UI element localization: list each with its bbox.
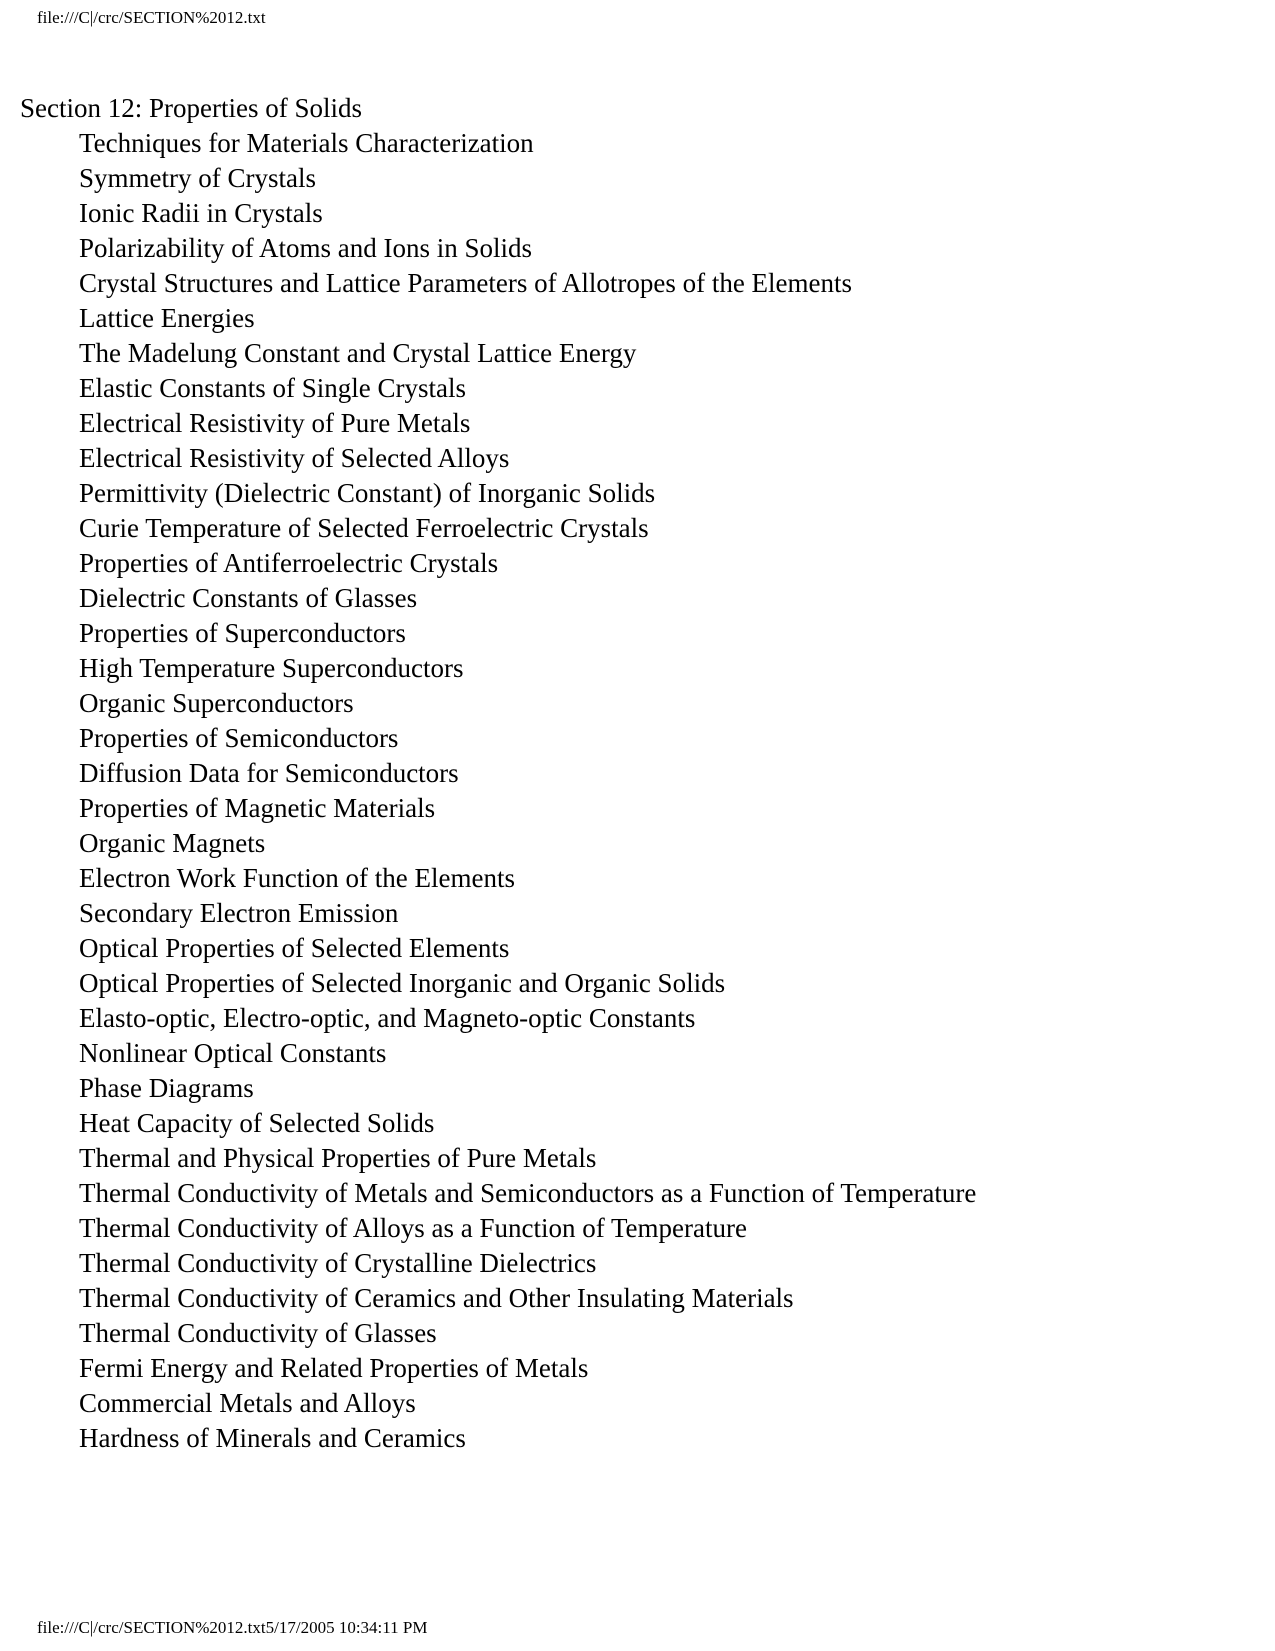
toc-item: Properties of Antiferroelectric Crystals [79,548,499,578]
toc-item: Organic Superconductors [79,688,354,718]
toc-item: Secondary Electron Emission [79,898,399,928]
toc-item: Symmetry of Crystals [79,163,316,193]
toc-item: Permittivity (Dielectric Constant) of Inorganic Solids [79,478,656,508]
section-title: Section 12: Properties of Solids [20,93,362,123]
toc-item: Dielectric Constants of Glasses [79,583,418,613]
header-file-url: file:///C|/crc/SECTION%2012.txt [37,8,266,27]
toc-item: Electrical Resistivity of Selected Alloys [79,443,510,473]
toc-item: Electron Work Function of the Elements [79,863,515,893]
toc-item: Optical Properties of Selected Inorganic and Organic Solids [79,968,726,998]
toc-item: High Temperature Superconductors [79,653,464,683]
toc-item: Nonlinear Optical Constants [79,1038,387,1068]
toc-item: Elastic Constants of Single Crystals [79,373,466,403]
toc-item: Thermal Conductivity of Metals and Semiconductors as a Function of Temperature [79,1178,977,1208]
toc-item: Lattice Energies [79,303,255,333]
toc-item: Organic Magnets [79,828,266,858]
toc-item: Thermal Conductivity of Ceramics and Other Insulating Materials [79,1283,794,1313]
toc-item: Fermi Energy and Related Properties of Metals [79,1353,589,1383]
toc-item: Properties of Semiconductors [79,723,399,753]
toc-item: Thermal Conductivity of Glasses [79,1318,437,1348]
toc-item: Polarizability of Atoms and Ions in Solids [79,233,532,263]
toc-item: Commercial Metals and Alloys [79,1388,416,1418]
toc-item: The Madelung Constant and Crystal Lattice Energy [79,338,637,368]
toc-item: Thermal and Physical Properties of Pure Metals [79,1143,597,1173]
toc-item: Thermal Conductivity of Crystalline Dielectrics [79,1248,597,1278]
toc-item: Phase Diagrams [79,1073,254,1103]
toc-item: Ionic Radii in Crystals [79,198,323,228]
toc-item: Thermal Conductivity of Alloys as a Function of Temperature [79,1213,747,1243]
toc-item: Electrical Resistivity of Pure Metals [79,408,471,438]
toc-item: Curie Temperature of Selected Ferroelectric Crystals [79,513,649,543]
toc-item: Optical Properties of Selected Elements [79,933,510,963]
toc-item: Crystal Structures and Lattice Parameters of Allotropes of the Elements [79,268,853,298]
toc-item: Elasto-optic, Electro-optic, and Magneto-optic Constants [79,1003,696,1033]
toc-item: Heat Capacity of Selected Solids [79,1108,435,1138]
toc-list [20,126,1250,1456]
toc-item: Properties of Magnetic Materials [79,793,436,823]
toc-item: Hardness of Minerals and Ceramics [79,1423,466,1453]
document-content [20,91,1250,1456]
toc-item: Techniques for Materials Characterization [79,128,534,158]
toc-item: Diffusion Data for Semiconductors [79,758,459,788]
footer-file-url-timestamp: file:///C|/crc/SECTION%2012.txt5/17/2005 10:34:11 PM [37,1618,428,1637]
toc-item: Properties of Superconductors [79,618,406,648]
